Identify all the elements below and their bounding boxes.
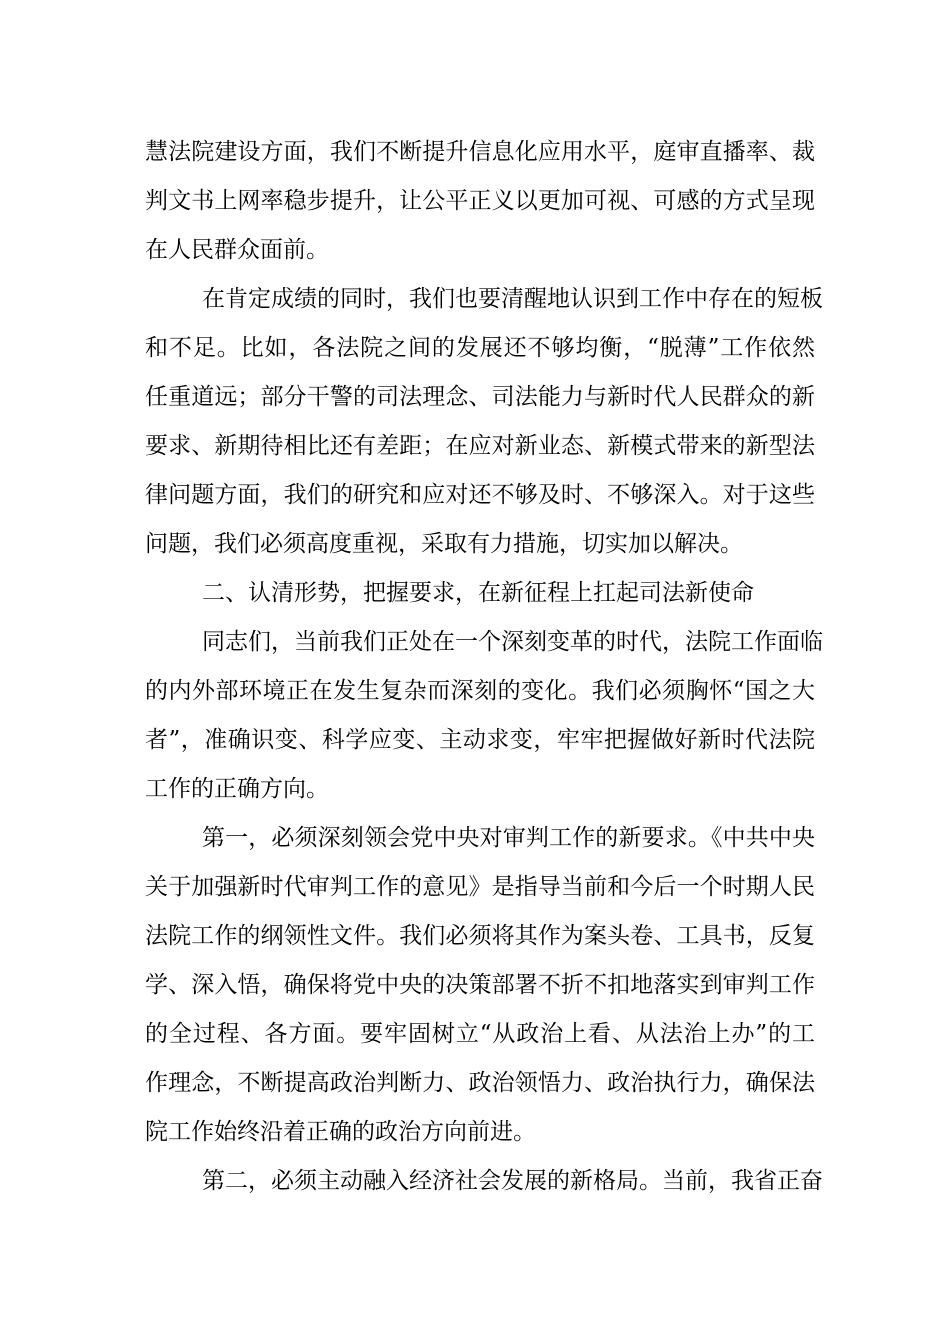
paragraph-line: 和不足。比如，各法院之间的发展还不够均衡，“脱薄”工作依然 (145, 335, 815, 361)
paragraph-line: 同志们，当前我们正处在一个深刻变革的时代，法院工作面临 (202, 629, 823, 655)
paragraph-line: 在人民群众面前。 (145, 237, 329, 263)
paragraph-line: 慧法院建设方面，我们不断提升信息化应用水平，庭审直播率、裁 (145, 139, 815, 165)
paragraph-line: 任重道远；部分干警的司法理念、司法能力与新时代人民群众的新 (145, 384, 815, 410)
section-heading: 二、认清形势，把握要求，在新征程上扛起司法新使命 (202, 580, 754, 606)
paragraph-line: 第二，必须主动融入经济社会发展的新格局。当前，我省正奋 (202, 1168, 823, 1194)
paragraph-line: 律问题方面，我们的研究和应对还不够及时、不够深入。对于这些 (145, 482, 815, 508)
paragraph-line: 的内外部环境正在发生复杂而深刻的变化。我们必须胸怀“国之大 (145, 678, 815, 704)
paragraph-line: 工作的正确方向。 (145, 776, 329, 802)
paragraph-line: 的全过程、各方面。要牢固树立“从政治上看、从法治上办”的工 (145, 1021, 815, 1047)
paragraph-line: 者”，准确识变、科学应变、主动求变，牢牢把握做好新时代法院 (145, 727, 815, 753)
paragraph-line: 关于加强新时代审判工作的意见》是指导当前和今后一个时期人民 (145, 874, 815, 900)
paragraph-line: 学、深入悟，确保将党中央的决策部署不折不扣地落实到审判工作 (145, 972, 815, 998)
paragraph-line: 作理念，不断提高政治判断力、政治领悟力、政治执行力，确保法 (145, 1070, 815, 1096)
paragraph-line: 判文书上网率稳步提升，让公平正义以更加可视、可感的方式呈现 (145, 188, 815, 214)
paragraph-line: 要求、新期待相比还有差距；在应对新业态、新模式带来的新型法 (145, 433, 815, 459)
paragraph-line: 第一，必须深刻领会党中央对审判工作的新要求。《中共中央 (202, 825, 815, 851)
paragraph-line: 在肯定成绩的同时，我们也要清醒地认识到工作中存在的短板 (202, 286, 823, 312)
paragraph-line: 问题，我们必须高度重视，采取有力措施，切实加以解决。 (145, 531, 743, 557)
paragraph-line: 院工作始终沿着正确的政治方向前进。 (145, 1119, 536, 1145)
paragraph-line: 法院工作的纲领性文件。我们必须将其作为案头卷、工具书，反复 (145, 923, 815, 949)
